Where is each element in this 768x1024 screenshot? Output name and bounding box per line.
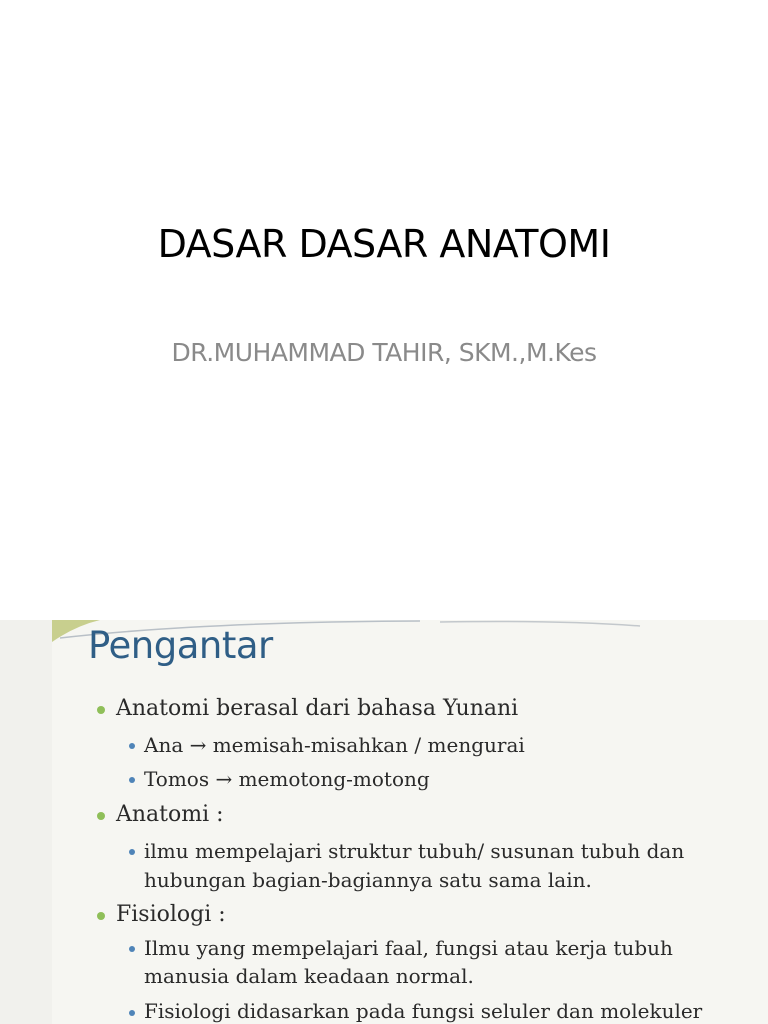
bullet-icon — [129, 946, 135, 952]
list-item: hubungan bagian-bagiannya satu sama lain. — [144, 868, 592, 892]
content-slide — [0, 620, 768, 1024]
bullet-icon — [129, 849, 135, 855]
list-item: ilmu mempelajari struktur tubuh/ susunan tubuh dan — [144, 839, 685, 863]
list-item: Ilmu yang mempelajari faal, fungsi atau kerja tubuh — [144, 936, 673, 960]
list-item: Tomos → memotong-motong — [144, 767, 430, 791]
bullet-icon — [129, 743, 135, 749]
slide-subtitle: DR.MUHAMMAD TAHIR, SKM.,M.Kes — [171, 338, 597, 367]
slide-margin — [0, 620, 52, 1024]
bullet-icon — [129, 1010, 135, 1016]
list-item: Fisiologi : — [116, 902, 226, 927]
list-item: Anatomi : — [116, 802, 224, 827]
list-item: Anatomi berasal dari bahasa Yunani — [116, 696, 519, 721]
bullet-icon — [129, 777, 135, 783]
list-item: manusia dalam keadaan normal. — [144, 964, 474, 988]
list-item: Ana → memisah-misahkan / mengurai — [144, 733, 525, 757]
slide-heading: Pengantar — [88, 624, 273, 667]
slide-title: DASAR DASAR ANATOMI — [157, 222, 611, 266]
bullet-icon — [97, 812, 105, 820]
list-item: Fisiologi didasarkan pada fungsi seluler dan molekuler — [144, 999, 703, 1023]
bullet-icon — [97, 706, 105, 714]
bullet-icon — [97, 912, 105, 920]
